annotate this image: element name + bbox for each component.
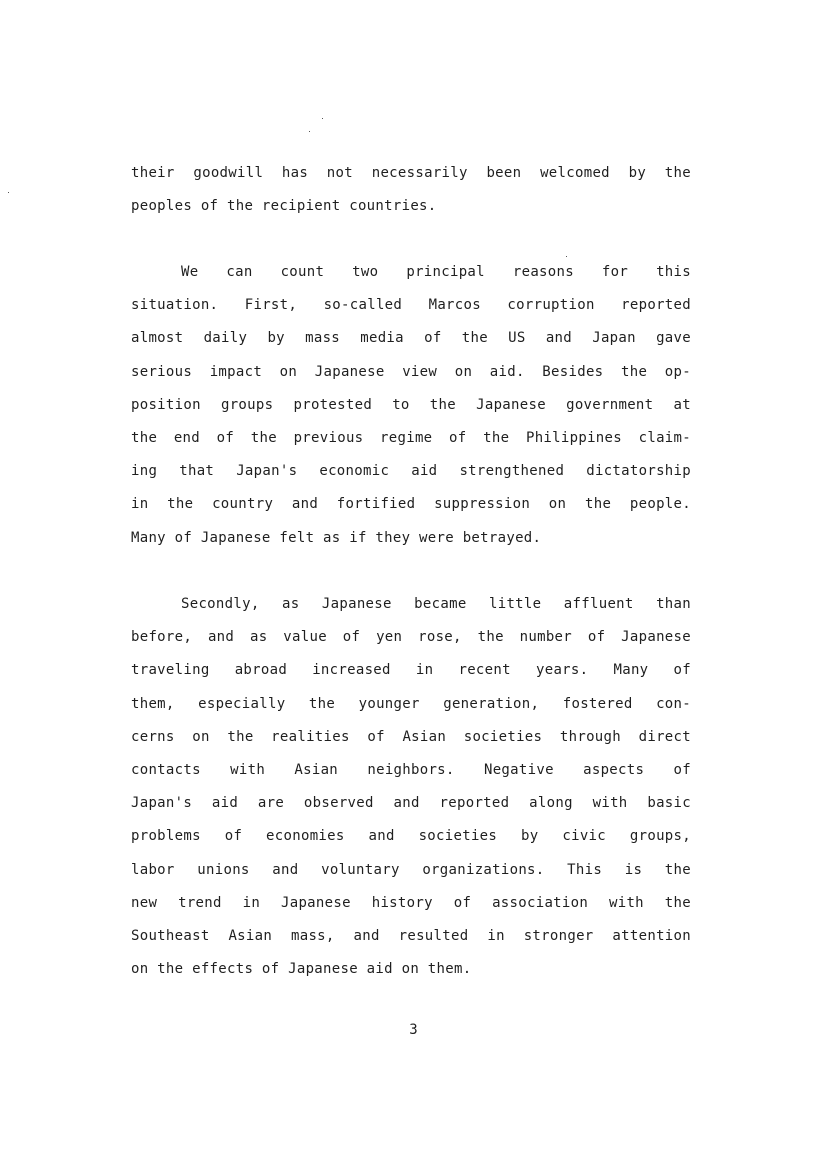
- text-line: Southeast Asian mass, and resulted in stronger attention: [131, 928, 691, 945]
- text-line: peoples of the recipient countries.: [131, 198, 437, 215]
- text-line: problems of economies and societies by civic groups,: [131, 828, 691, 845]
- paragraph-1: [131, 157, 691, 223]
- text-line: almost daily by mass media of the US and Japan gave: [131, 330, 691, 347]
- text-line: their goodwill has not necessarily been welcomed by the: [131, 165, 691, 181]
- text-line: them, especially the younger generation, fostered con-: [131, 695, 691, 712]
- text-line: Japan's aid are observed and reported along with basic: [131, 795, 691, 812]
- scan-speck: [309, 131, 310, 132]
- text-line: the end of the previous regime of the Philippines claim-: [131, 430, 691, 447]
- text-line: serious impact on Japanese view on aid. Besides the op-: [131, 363, 691, 380]
- text-line: contacts with Asian neighbors. Negative aspects of: [131, 762, 691, 779]
- scan-speck: [8, 192, 9, 193]
- scan-speck: [322, 118, 323, 119]
- paragraph-3: [131, 588, 691, 986]
- text-line: traveling abroad increased in recent years. Many of: [131, 662, 691, 679]
- text-line: Secondly, as Japanese became little affluent than: [181, 596, 691, 612]
- text-line: before, and as value of yen rose, the number of Japanese: [131, 629, 691, 646]
- text-line: Many of Japanese felt as if they were betrayed.: [131, 529, 542, 546]
- text-line: ing that Japan's economic aid strengthened dictatorship: [131, 463, 691, 480]
- text-line: on the effects of Japanese aid on them.: [131, 961, 472, 978]
- text-line: We can count two principal reasons for this: [181, 264, 691, 280]
- page-number: 3: [409, 1022, 418, 1038]
- text-line: labor unions and voluntary organizations. This is the: [131, 861, 691, 878]
- text-line: situation. First, so-called Marcos corruption reported: [131, 297, 691, 314]
- text-line: in the country and fortified suppression on the people.: [131, 496, 691, 513]
- text-line: new trend in Japanese history of association with the: [131, 894, 691, 911]
- text-line: position groups protested to the Japanese government at: [131, 396, 691, 413]
- paragraph-2: [131, 256, 691, 555]
- text-line: cerns on the realities of Asian societies through direct: [131, 728, 691, 745]
